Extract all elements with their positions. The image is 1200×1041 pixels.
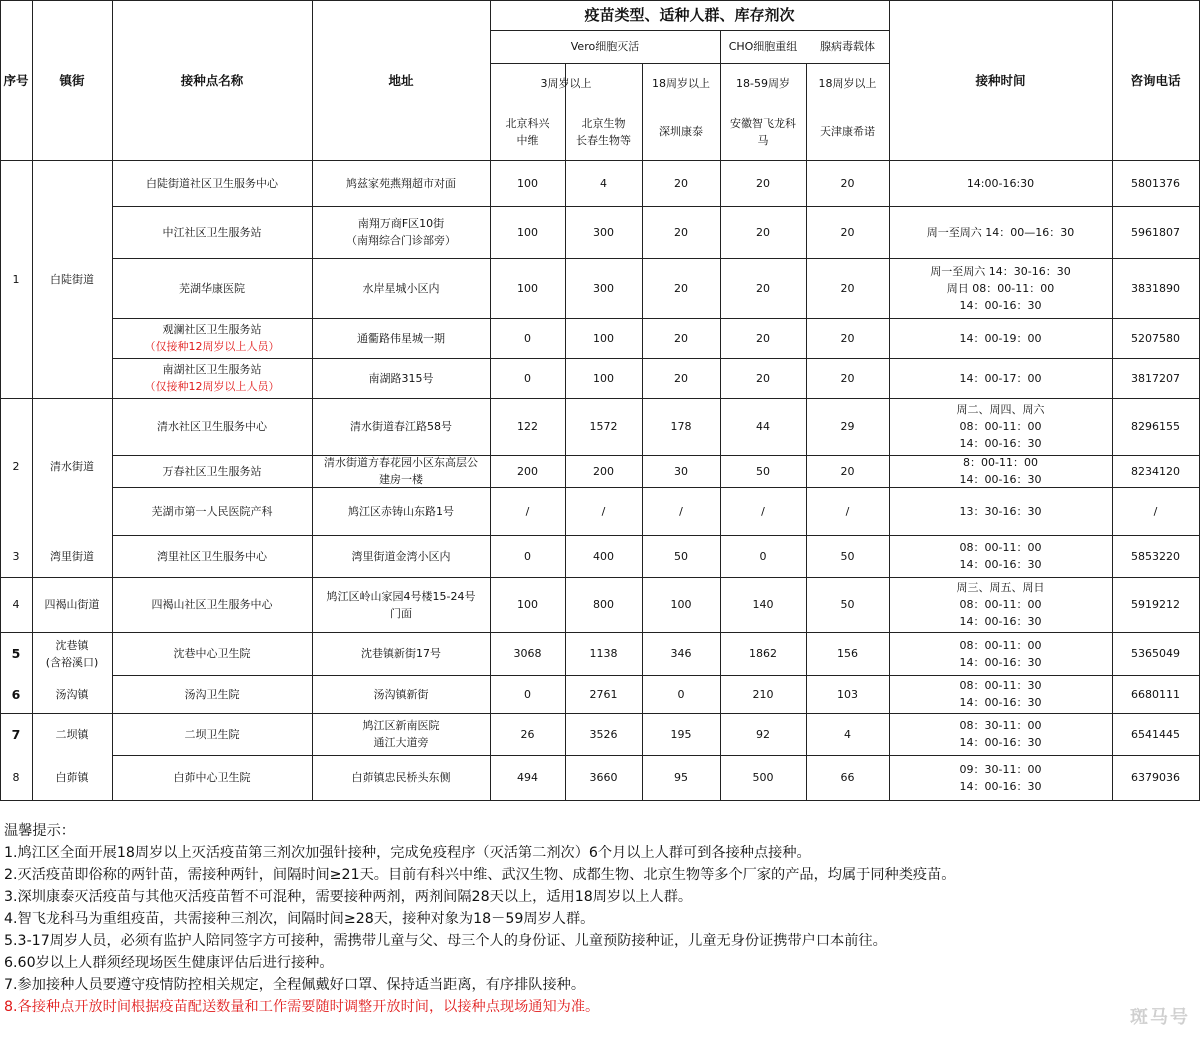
note-item-8: 8.各接种点开放时间根据疫苗配送数量和工作需要随时调整开放时间，以接种点现场通知为准。 [4,999,600,1015]
header-age-18plus-vero: 18周岁以上 [652,76,710,90]
stock-zhifei: 20 [756,176,770,190]
stock-bibp: 3660 [589,771,618,784]
header-age-3plus: 3周岁以上 [540,76,592,90]
stock-kangtai: 178 [670,420,692,433]
stock-sinovac: 0 [524,687,531,701]
group-town: 清水街道 [50,460,94,473]
site-address: 湾里街道金湾小区内 [351,549,451,563]
group-town: 汤沟镇 [55,687,89,701]
header-vaccine-title: 疫苗类型、适种人群、库存剂次 [584,5,795,24]
note-item-3: 3.深圳康泰灭活疫苗与其他灭活疫苗暂不可混种，需要接种两剂，两剂间隔28天以上，适用18周岁以上人群。 [4,889,693,905]
header-adeno: 腺病毒载体 [820,40,875,53]
stock-bibp: 1138 [589,647,618,660]
contact-phone: 5801376 [1131,176,1180,190]
stock-sinovac: 200 [517,464,538,478]
site-name: 汤沟卫生院 [184,687,240,701]
stock-kangtai: 50 [674,549,688,563]
stock-sinovac: 0 [524,331,531,345]
stock-zhifei: 1862 [749,647,777,660]
vaccination-time: 14：00-17：00 [959,371,1042,385]
stock-bibp: 200 [593,464,614,478]
vaccination-time: 08：30-11：00 14：00-16：30 [959,719,1042,749]
stock-zhifei: 20 [756,225,770,239]
stock-bibp: 3526 [589,727,618,741]
site-address: 清水街道方春花园小区东高层公 建房一楼 [324,456,478,486]
site-address: 沈巷镇新街17号 [361,647,441,660]
stock-cansino: 66 [840,771,855,784]
grid-line [112,800,1200,801]
contact-phone: 5853220 [1131,549,1180,563]
site-address: 南翔万商F区10街 （南翔综合门诊部旁） [346,217,456,247]
group-seq: 1 [12,272,20,286]
stock-cansino: 103 [837,687,858,701]
stock-sinovac: 100 [517,598,538,611]
stock-cansino: / [845,504,850,518]
watermark: 斑马号 [1130,1007,1190,1028]
note-item-4: 4.智飞龙科马为重组疫苗，共需接种三剂次，间隔时间≥28天，接种对象为18－59周岁人群。 [4,911,595,927]
site-name: 观澜社区卫生服务站 （仅接种12周岁以上人员） [144,323,280,353]
stock-bibp: 300 [593,225,614,239]
stock-kangtai: 100 [670,598,692,611]
vaccination-time: 13：30-16：30 [959,504,1042,518]
stock-sinovac: 494 [517,771,538,784]
group-seq: 5 [11,646,21,661]
site-address: 清水街道春江路58号 [350,420,452,433]
stock-zhifei: 20 [756,281,770,295]
site-address: 鸠江区赤铸山东路1号 [348,504,454,518]
group-seq: 8 [12,771,20,784]
contact-phone: 5365049 [1131,647,1180,660]
stock-kangtai: / [679,504,683,518]
contact-phone: 5961807 [1131,225,1180,239]
stock-zhifei: / [761,504,765,518]
stock-cansino: 20 [840,176,855,190]
site-name: 湾里社区卫生服务中心 [157,549,267,563]
stock-bibp: 100 [593,331,614,345]
group-town: 沈巷镇 (含裕溪口) [45,638,99,669]
header-time: 接种时间 [975,72,1026,88]
contact-phone: 8296155 [1131,420,1180,433]
note-item-5: 5.3-17周岁人员，必须有监护人陪同签字方可接种，需携带儿童与父、母三个人的身份证、儿童预防接种证，儿童无身份证携带户口本前往。 [4,933,887,949]
vaccination-time: 08：00-11：30 14：00-16：30 [959,679,1042,709]
header-mfr-kangtai: 深圳康泰 [659,125,703,138]
note-item-2: 2.灭活疫苗即俗称的两针苗，需接种两针，间隔时间≥21天。目前有科兴中维、武汉生物、成都生物、北京生物等多个厂家的产品，均属于同种类疫苗。 [4,867,956,883]
site-name: 四褐山社区卫生服务中心 [151,598,273,611]
contact-phone: 3831890 [1131,281,1180,295]
site-name: 万春社区卫生服务站 [162,464,262,478]
stock-bibp: 800 [593,598,614,611]
stock-cansino: 20 [840,371,855,385]
group-town: 白茆镇 [55,771,89,784]
notes-section [4,820,1194,1018]
group-seq: 7 [11,726,21,742]
header-vero: Vero细胞灭活 [570,40,640,53]
stock-bibp: 2761 [589,687,618,701]
stock-kangtai: 20 [674,281,688,295]
vaccination-time: 周二、周四、周六 08：00-11：00 14：00-16：30 [956,403,1045,450]
stock-kangtai: 20 [674,225,688,239]
site-name: 白陡街道社区卫生服务中心 [146,176,278,190]
vaccination-time: 周一至周六 14：30-16：30 周日 08：00-11：00 14：00-16：30 [930,264,1071,312]
note-item-1: 1.鸠江区全面开展18周岁以上灭活疫苗第三剂次加强针接种，完成免疫程序（灭活第二剂次）6个月以上人群可到各接种点接种。 [4,845,811,861]
note-item-6: 6.60岁以上人群须经现场医生健康评估后进行接种。 [4,955,334,971]
stock-zhifei: 500 [752,771,774,784]
stock-cansino: 20 [840,225,855,239]
site-address: 鸠江区新南医院 通江大道旁 [362,719,440,749]
stock-sinovac: 122 [517,420,538,433]
group-seq: 2 [12,460,20,473]
site-address: 鸠江区岭山家园4号楼15-24号 门面 [326,589,476,620]
stock-zhifei: 44 [756,420,770,433]
stock-sinovac: 0 [524,549,531,563]
vaccination-time: 周一至周六 14：00—16：30 [926,225,1075,239]
group-town: 白陡街道 [50,272,94,286]
stock-zhifei: 50 [756,464,770,478]
stock-sinovac: 3068 [513,647,542,660]
stock-zhifei: 140 [752,598,774,611]
vaccination-time: 09：30-11：00 14：00-16：30 [959,762,1042,793]
notes-title: 温馨提示： [4,823,75,839]
site-restriction-note: （仅接种12周岁以上人员） [144,380,280,393]
grid-line [0,800,113,801]
header-phone: 咨询电话 [1130,72,1181,88]
header-site: 接种点名称 [180,72,244,88]
contact-phone: 6541445 [1131,727,1180,741]
contact-phone: 5919212 [1131,598,1180,611]
contact-phone: / [1153,504,1158,518]
contact-phone: 6680111 [1131,687,1180,701]
header-mfr-cansino: 天津康希诺 [820,125,875,138]
stock-bibp: 300 [593,281,614,295]
group-seq: 6 [11,686,21,702]
stock-cansino: 50 [840,598,855,611]
stock-sinovac: 100 [517,281,538,295]
stock-bibp: 4 [600,176,607,190]
stock-kangtai: 30 [674,464,688,478]
stock-sinovac: 26 [520,727,535,741]
site-name: 白茆中心卫生院 [173,771,251,784]
group-town: 二坝镇 [55,727,89,741]
header-town: 镇街 [59,72,85,88]
header-age-18plus-adeno: 18周岁以上 [818,76,877,90]
site-address: 水岸星城小区内 [362,281,440,295]
stock-kangtai: 20 [674,371,688,385]
vaccination-time: 14:00-16:30 [966,176,1035,190]
vaccination-time: 周三、周五、周日 08：00-11：00 14：00-16：30 [956,581,1045,628]
stock-bibp: 1572 [589,420,618,433]
site-name: 清水社区卫生服务中心 [157,420,267,433]
contact-phone: 3817207 [1131,371,1180,385]
header-mfr-sinovac: 北京科兴 中维 [505,116,550,147]
vaccination-time: 08：00-11：00 14：00-16：30 [959,638,1042,669]
header-mfr-bibp: 北京生物 长春生物等 [576,116,631,147]
stock-sinovac: / [525,504,530,518]
vaccination-time: 08：00-11：00 14：00-16：30 [959,541,1042,571]
stock-kangtai: 20 [674,176,688,190]
group-town: 四褐山街道 [44,598,100,611]
header-cho: CHO细胞重组 [728,40,798,53]
stock-cansino: 20 [840,464,855,478]
stock-kangtai: 195 [670,727,692,741]
stock-cansino: 20 [840,331,855,345]
site-address: 通衢路伟星城一期 [357,331,445,345]
group-seq: 4 [12,598,20,611]
stock-cansino: 20 [840,281,855,295]
header-mfr-zhifei: 安徽智飞龙科 马 [730,116,796,147]
header-address: 地址 [388,72,414,88]
stock-zhifei: 92 [756,727,770,741]
site-restriction-note: （仅接种12周岁以上人员） [144,340,280,353]
group-seq: 3 [12,549,20,563]
group-town: 湾里街道 [50,549,94,563]
stock-bibp: 100 [593,371,614,385]
stock-zhifei: 0 [759,549,767,563]
stock-bibp: / [601,504,606,518]
stock-kangtai: 95 [674,771,688,784]
notes-list [4,842,1194,996]
site-name: 沈巷中心卫生院 [173,647,251,660]
site-name: 南湖社区卫生服务站 （仅接种12周岁以上人员） [144,363,280,393]
site-address: 南湖路315号 [368,371,434,385]
contact-phone: 5207580 [1131,331,1180,345]
contact-phone: 6379036 [1131,771,1180,784]
stock-cansino: 4 [844,727,851,741]
vaccination-time: 14：00-19：00 [959,331,1042,345]
stock-cansino: 29 [840,420,855,433]
site-name: 二坝卫生院 [184,727,240,741]
site-address: 白茆镇忠民桥头东侧 [351,771,451,784]
site-name: 中江社区卫生服务站 [162,225,262,239]
contact-phone: 8234120 [1131,464,1180,478]
header-age-18-59: 18-59周岁 [736,76,790,90]
site-name: 芜湖华康医院 [179,281,245,295]
vaccination-time: 8：00-11：00 14：00-16：30 [959,456,1042,486]
stock-kangtai: 346 [670,647,692,660]
stock-sinovac: 0 [524,371,531,385]
stock-zhifei: 20 [756,371,770,385]
stock-sinovac: 100 [517,225,538,239]
stock-kangtai: 20 [674,331,688,345]
stock-sinovac: 100 [517,176,538,190]
stock-zhifei: 210 [752,687,774,701]
note-item-7: 7.参加接种人员要遵守疫情防控相关规定，全程佩戴好口罩、保持适当距离，有序排队接种。 [4,977,586,993]
stock-cansino: 156 [837,647,858,660]
site-name: 芜湖市第一人民医院产科 [151,504,273,518]
stock-cansino: 50 [840,549,855,563]
stock-zhifei: 20 [756,331,770,345]
header-seq: 序号 [3,72,29,88]
site-address: 汤沟镇新街 [373,687,429,701]
stock-bibp: 400 [593,549,614,563]
stock-kangtai: 0 [677,687,685,701]
site-address: 鸠兹家苑燕翔超市对面 [346,176,456,190]
